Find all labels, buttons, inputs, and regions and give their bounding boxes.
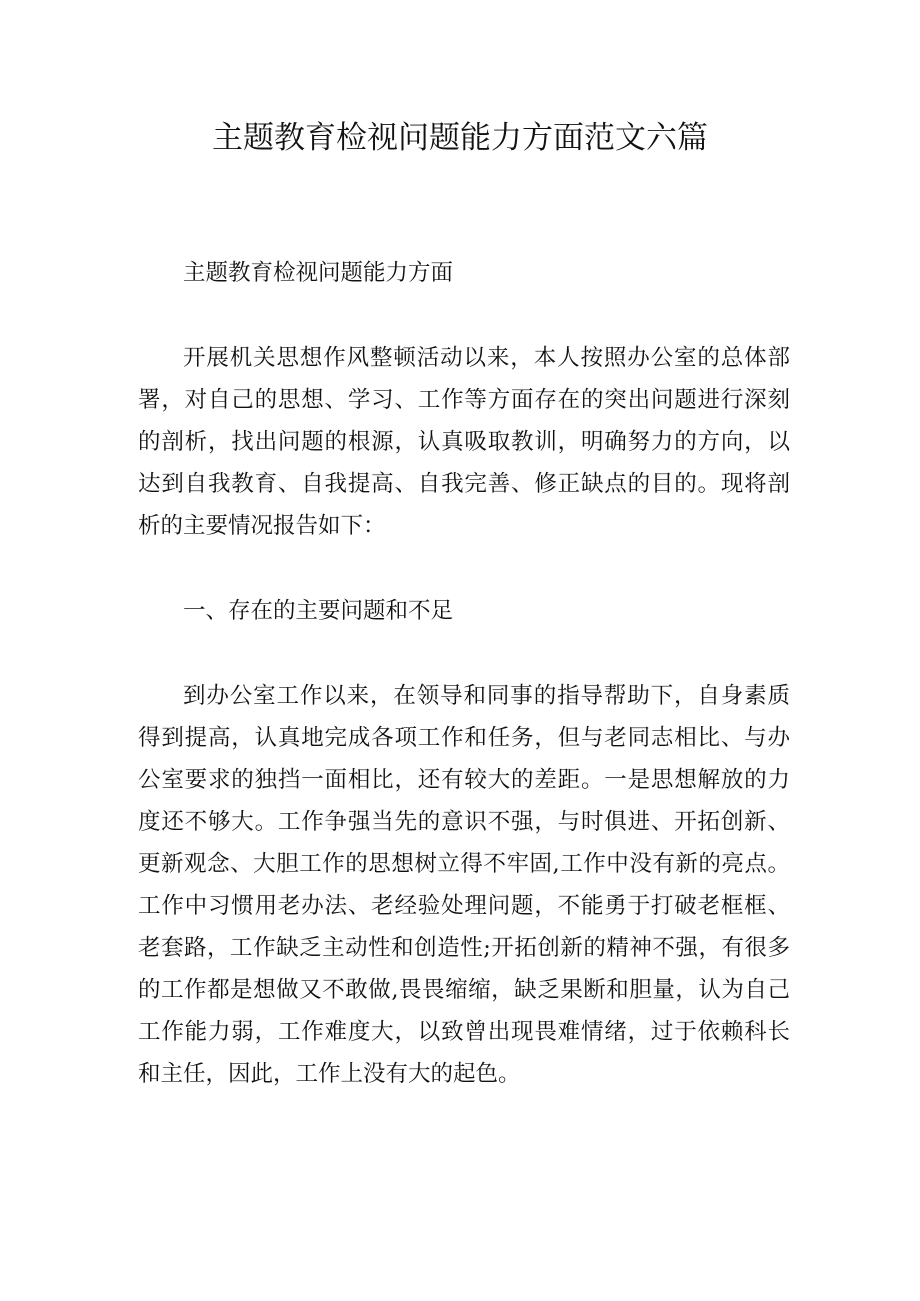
- document-title: 主题教育检视问题能力方面范文六篇: [212, 120, 708, 156]
- section-paragraph: 到办公室工作以来，在领导和同事的指导帮助下，自身素质得到提高，认真地完成各项工作和任务，但与老同志相比、与办公室要求的独挡一面相比，还有较大的差距。一是思想解放的力度还不够大。工作争强当先的意识不强，与时俱进、开拓创新、更新观念、大胆工作的思想树立得不牢固,工作中没有新的亮点。工作中习惯用老办法、老经验处理问题，不能勇于打破老框框、老套路，工作缺乏主动性和创造性;开拓创新的精神不强，有很多的工作都是想做又不敢做,畏畏缩缩，缺乏果断和胆量，认为自己工作能力弱，工作难度大，以致曾出现畏难情绪，过于依赖科长和主任，因此，工作上没有大的起色。: [138, 683, 790, 1087]
- intro-paragraph: 开展机关思想作风整顿活动以来，本人按照办公室的总体部署，对自己的思想、学习、工作等方面存在的突出问题进行深刻的剖析，找出问题的根源，认真吸取教训，明确努力的方向，以达到自我教育、自我提高、自我完善、修正缺点的目的。现将剖析的主要情况报告如下：: [138, 345, 790, 539]
- section-heading: 一、存在的主要问题和不足: [183, 598, 454, 624]
- sub-heading: 主题教育检视问题能力方面: [183, 260, 454, 286]
